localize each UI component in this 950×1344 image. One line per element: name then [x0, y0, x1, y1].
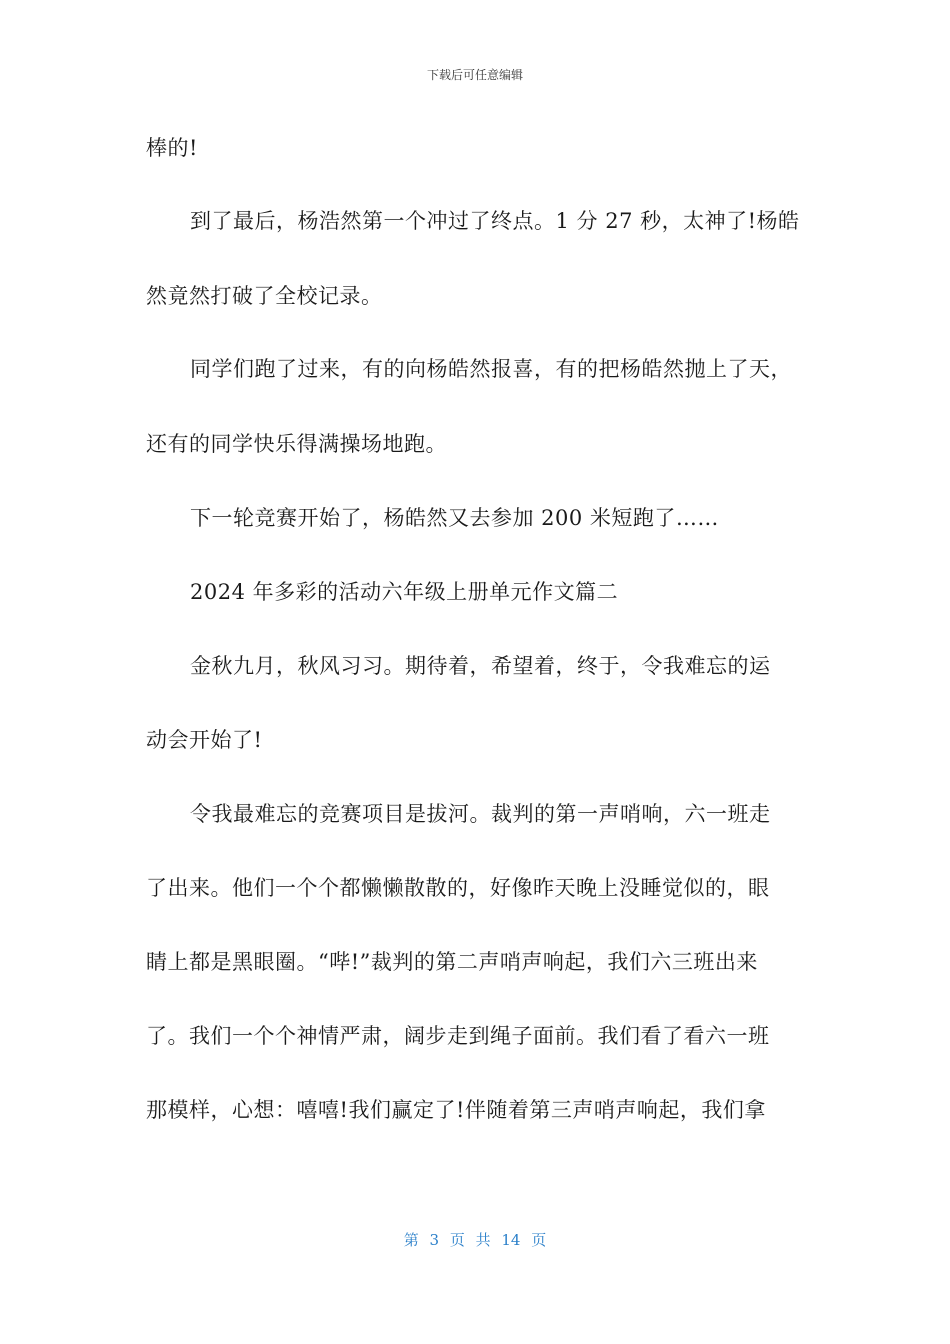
text-line: 棒的!: [146, 136, 198, 160]
text-line: 动会开始了!: [146, 728, 263, 752]
text-line: 那模样，心想：嘻嘻!我们赢定了!伴随着第三声哨声响起，我们拿: [146, 1098, 766, 1122]
page-header: 下载后可任意编辑: [426, 68, 523, 82]
text-line: 然竟然打破了全校记录。: [146, 284, 383, 308]
page-number-footer: 第 3 页 共 14 页: [403, 1231, 547, 1249]
text-line: 睛上都是黑眼圈。“哔!”裁判的第二声哨声响起，我们六三班出来: [146, 950, 758, 974]
text-line: 令我最难忘的竞赛项目是拔河。裁判的第一声哨响，六一班走: [190, 802, 771, 826]
text-line: 下一轮竞赛开始了，杨皓然又去参加 200 米短跑了……: [190, 506, 719, 530]
text-line: 到了最后，杨浩然第一个冲过了终点。1 分 27 秒，太神了!杨皓: [190, 209, 800, 233]
text-line: 同学们跑了过来，有的向杨皓然报喜，有的把杨皓然抛上了天，: [190, 357, 792, 381]
text-line: 还有的同学快乐得满操场地跑。: [146, 432, 447, 456]
text-line: 了出来。他们一个个都懒懒散散的，好像昨天晚上没睡觉似的，眼: [146, 876, 770, 900]
text-line: 了。我们一个个神情严肃，阔步走到绳子面前。我们看了看六一班: [146, 1024, 770, 1048]
section-heading: 2024 年多彩的活动六年级上册单元作文篇二: [190, 580, 619, 604]
text-line: 金秋九月，秋风习习。期待着，希望着，终于，令我难忘的运: [190, 654, 771, 678]
